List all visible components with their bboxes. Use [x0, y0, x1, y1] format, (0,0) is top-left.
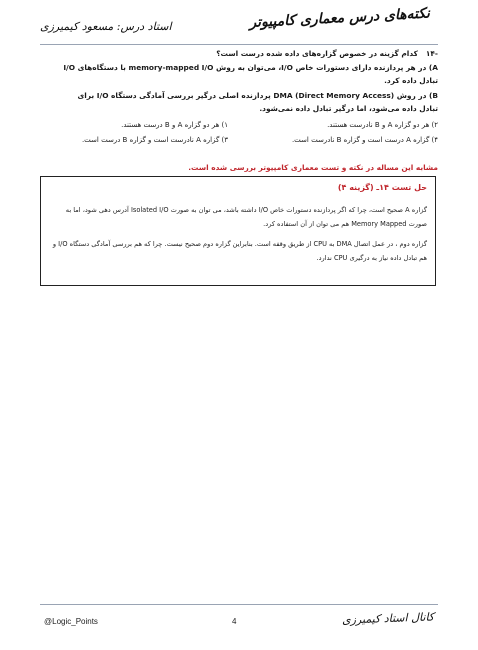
statement-b-line2: تبادل داده می‌شود، اما درگیر تبادل داده نمی‌شود. — [259, 104, 438, 113]
question-number: -۱۴ — [425, 49, 438, 58]
similar-problem-note: مشابه این مساله در نکته و تست معماری کامپیوتر بررسی شده است. — [188, 163, 438, 172]
options-row-2 — [38, 135, 438, 146]
statement-a-line2: تبادل داده کرد. — [384, 76, 438, 85]
statement-b-line1: B) در روش DMA (Direct Memory Access) پردازنده اصلی درگیر بررسی آمادگی دستگاه I/O برای — [77, 91, 438, 100]
answer-box — [40, 176, 436, 286]
option-1: ۱) هر دو گزاره A و B درست هستند. — [121, 121, 228, 129]
option-4: ۴) گزاره A درست است و گزاره B نادرست است. — [291, 136, 438, 144]
footer-signature: کانال استاد کیمیرزی — [341, 610, 435, 627]
question-stem — [38, 48, 438, 59]
answer-paragraph-2: گزاره دوم ، در عمل اتصال DMA به CPU از طریق وقفه است. بنابراین گزاره دوم صحیح نیست. چرا که هم بررسی آمادگی دستگاه I/O و هم تبادل داده نیاز به درگیری CPU ندارد. — [52, 240, 427, 262]
question-stem-text: کدام گزینه در خصوص گزاره‌های داده شده درست است؟ — [216, 49, 418, 58]
options-row-1 — [38, 120, 438, 131]
page-number: 4 — [232, 617, 237, 626]
footer-divider — [40, 604, 438, 605]
statement-a-line1: A) در هر پردازنده دارای دستورات خاص I/O، می‌توان به روش memory-mapped I/O با دستگاه‌های I/O — [63, 63, 438, 72]
header-teacher: استاد درس: مسعود کیمیرزی — [40, 20, 172, 33]
answer-title: حل تست ۱۴ـ (گزینه ۴) — [337, 183, 427, 192]
header-title: نکته‌های درس معماری کامپیوتر — [248, 5, 431, 32]
header-divider — [40, 44, 438, 45]
answer-paragraph-1: گزاره A صحیح است، چرا که اگر پردازنده دستورات خاص I/O داشته باشد، می توان به صورت Isolated I/O آدرس دهی شود، اما به صورت Memory Mapped هم می توان از آن استفاده کرد. — [65, 206, 427, 228]
option-2: ۲) هر دو گزاره A و B نادرست هستند. — [327, 121, 438, 129]
option-3: ۳) گزاره A نادرست است و گزاره B درست است. — [81, 136, 228, 144]
footer-handle: @Logic_Points — [44, 617, 98, 626]
